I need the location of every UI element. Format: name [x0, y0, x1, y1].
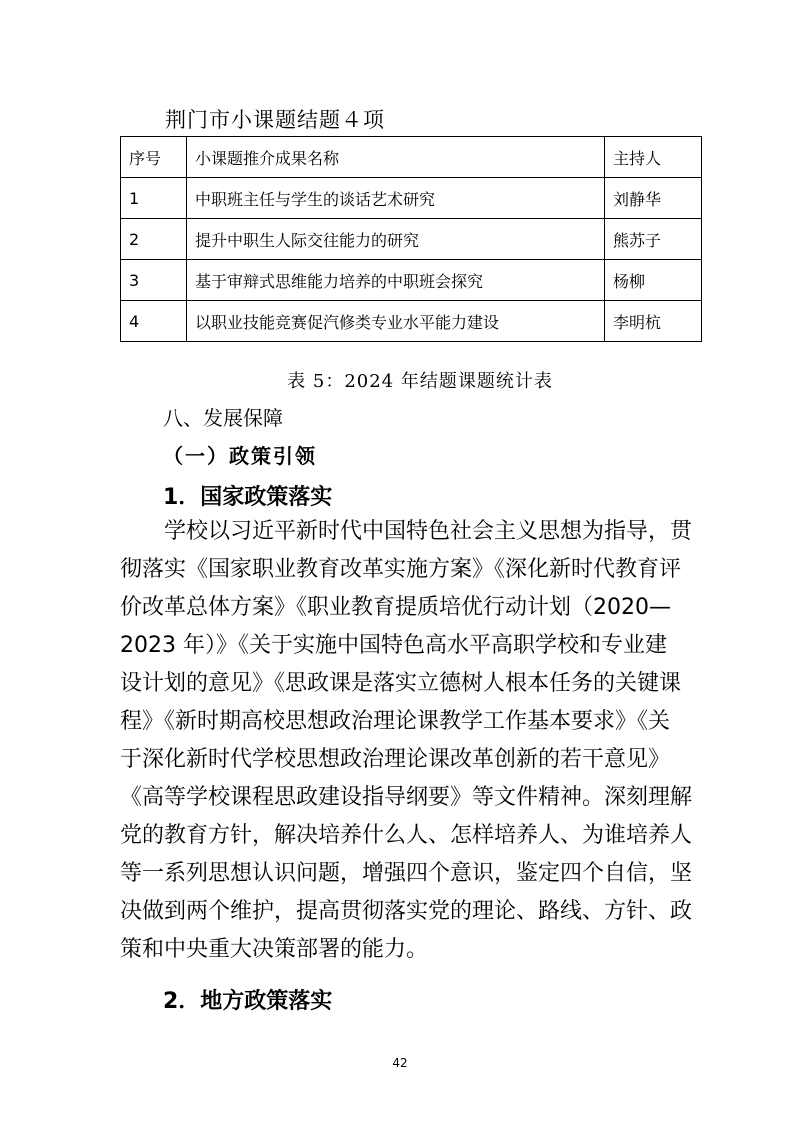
cell-host: 杨柳 [605, 260, 702, 301]
paragraph-line: 学校以习近平新时代中国特色社会主义思想为指导，贯 [164, 519, 693, 544]
cell-host: 刘静华 [605, 178, 702, 219]
table-caption: 表 5：2024 年结题课题统计表 [287, 371, 553, 392]
cell-index: 2 [121, 219, 187, 260]
cell-topic-name: 中职班主任与学生的谈话艺术研究 [187, 178, 605, 219]
paragraph-line: 价改革总体方案》《职业教育提质培优行动计划（2020— [120, 595, 671, 620]
paragraph-line: 2023 年）》《关于实施中国特色高水平高职学校和专业建 [120, 633, 667, 658]
paragraph-line: 等一系列思想认识问题，增强四个意识，鉴定四个自信，坚 [120, 861, 693, 886]
cell-index: 1 [121, 178, 187, 219]
body-paragraph [120, 513, 701, 969]
paragraph-line: 于深化新时代学校思想政治理论课改革创新的若干意见》 [120, 747, 671, 772]
table-header-row [121, 137, 702, 178]
heading-national-policy: 1．国家政策落实 [163, 485, 333, 510]
header-topic-name: 小课题推介成果名称 [187, 137, 605, 178]
table-row [121, 178, 702, 219]
cell-host: 熊苏子 [605, 219, 702, 260]
header-index: 序号 [121, 137, 187, 178]
cell-host: 李明杭 [605, 301, 702, 342]
table-row [121, 260, 702, 301]
paragraph-line: 设计划的意见》《思政课是落实立德树人根本任务的关键课 [120, 671, 682, 696]
cell-topic-name: 以职业技能竞赛促汽修类专业水平能力建设 [187, 301, 605, 342]
header-host: 主持人 [605, 137, 702, 178]
cell-index: 3 [121, 260, 187, 301]
paragraph-line: 程》《新时期高校思想政治理论课教学工作基本要求》《关 [120, 709, 671, 734]
paragraph-line: 彻落实《国家职业教育改革实施方案》《深化新时代教育评 [120, 557, 682, 582]
section-heading: 八、发展保障 [163, 406, 283, 430]
paragraph-line: 《高等学校课程思政建设指导纲要》等文件精神。深刻理解 [120, 785, 693, 810]
paragraph-line: 党的教育方针，解决培养什么人、怎样培养人、为谁培养人 [120, 823, 693, 848]
topics-table [120, 136, 702, 342]
cell-index: 4 [121, 301, 187, 342]
table-row [121, 301, 702, 342]
paragraph-line: 决做到两个维护，提高贯彻落实党的理论、路线、方针、政 [120, 899, 693, 924]
paragraph-line: 策和中央重大决策部署的能力。 [120, 937, 429, 962]
cell-topic-name: 基于审辩式思维能力培养的中职班会探究 [187, 260, 605, 301]
table-title: 荆门市小课题结题４项 [165, 108, 385, 132]
page-number: 42 [392, 1056, 408, 1070]
table-row [121, 219, 702, 260]
heading-local-policy: 2．地方政策落实 [163, 989, 333, 1014]
cell-topic-name: 提升中职生人际交往能力的研究 [187, 219, 605, 260]
subsection-heading: （一）政策引领 [163, 444, 317, 468]
